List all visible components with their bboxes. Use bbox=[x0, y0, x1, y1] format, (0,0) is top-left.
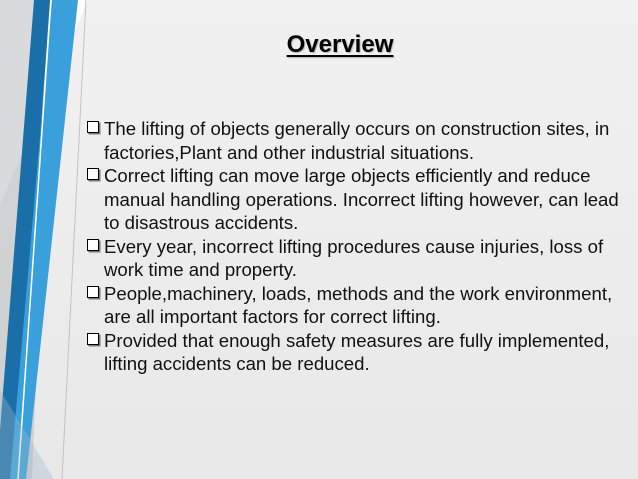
checkbox-square-icon bbox=[87, 239, 99, 251]
list-item bbox=[86, 282, 626, 329]
checkbox-square-icon bbox=[87, 286, 99, 298]
bullet-text: Provided that enough safety measures are fully implemented, lifting accidents can be reduced. bbox=[104, 329, 610, 374]
slide-title: Overview bbox=[286, 31, 394, 58]
bullet-list bbox=[86, 117, 626, 376]
bullet-text: Correct lifting can move large objects efficiently and reduce manual handling operations. Incorrect lifting however, can lead to disastrous accidents. bbox=[104, 165, 619, 233]
checkbox-square-icon bbox=[87, 333, 99, 345]
checkbox-square-icon bbox=[87, 121, 99, 133]
list-item bbox=[86, 117, 626, 164]
checkbox-square-icon bbox=[87, 168, 99, 180]
bullet-text: People,machinery, loads, methods and the work environment, are all important factors for correct lifting. bbox=[104, 282, 613, 327]
bullet-text: Every year, incorrect lifting procedures cause injuries, loss of work time and property. bbox=[104, 235, 604, 280]
list-item bbox=[86, 164, 626, 235]
bullet-text: The lifting of objects generally occurs on construction sites, in factories,Plant and other industrial situations. bbox=[104, 118, 610, 163]
list-item bbox=[86, 329, 626, 376]
list-item bbox=[86, 235, 626, 282]
